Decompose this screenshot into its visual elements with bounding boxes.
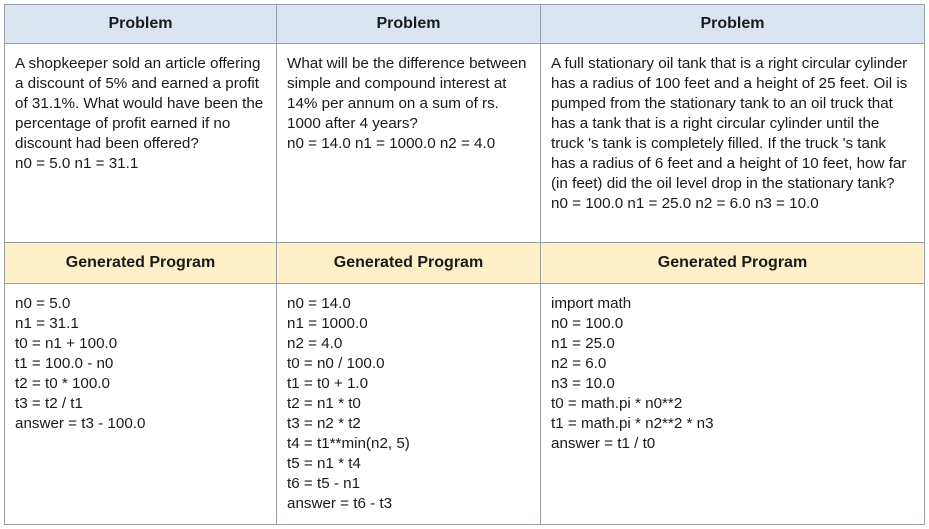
program-line: t0 = n0 / 100.0 bbox=[287, 355, 385, 372]
program-header-row bbox=[5, 243, 925, 284]
problem-text-1: A shopkeeper sold an article offering a discount of 5% and earned a profit of 31.1%. What would have been the percentage of profit earned if no discount had been offered? bbox=[15, 55, 268, 152]
program-line: t0 = math.pi * n0**2 bbox=[551, 395, 683, 412]
program-line: t3 = n2 * t2 bbox=[287, 415, 361, 432]
program-header-3: Generated Program bbox=[541, 243, 925, 284]
program-line: n0 = 5.0 bbox=[15, 295, 71, 312]
program-line: t6 = t5 - n1 bbox=[287, 475, 361, 492]
problem-numbers-3: n0 = 100.0 n1 = 25.0 n2 = 6.0 n3 = 10.0 bbox=[551, 195, 819, 212]
problem-header-3: Problem bbox=[541, 5, 925, 44]
program-header-2: Generated Program bbox=[277, 243, 541, 284]
program-cell-3 bbox=[541, 284, 925, 525]
program-line: n1 = 25.0 bbox=[551, 335, 615, 352]
program-line: import math bbox=[551, 295, 632, 312]
program-line: n1 = 1000.0 bbox=[287, 315, 368, 332]
program-line: n1 = 31.1 bbox=[15, 315, 79, 332]
program-line: n0 = 100.0 bbox=[551, 315, 624, 332]
program-line: t1 = 100.0 - n0 bbox=[15, 355, 114, 372]
problem-header-1: Problem bbox=[5, 5, 277, 44]
problem-text-3: A full stationary oil tank that is a right circular cylinder has a radius of 100 feet and a height of 25 feet. Oil is pumped from the stationary tank to an oil truck that has a tank that is a right circular cylinder until the truck 's tank is completely filled. If the truck 's tank has a radius of 6 feet and a height of 10 feet, how far (in feet) did the oil level drop in the stationary tank? bbox=[551, 55, 912, 192]
program-line: n2 = 4.0 bbox=[287, 335, 343, 352]
program-line: t2 = t0 * 100.0 bbox=[15, 375, 110, 392]
program-line: n0 = 14.0 bbox=[287, 295, 351, 312]
problem-numbers-2: n0 = 14.0 n1 = 1000.0 n2 = 4.0 bbox=[287, 135, 496, 152]
program-line: t5 = n1 * t4 bbox=[287, 455, 361, 472]
program-line: t1 = math.pi * n2**2 * n3 bbox=[551, 415, 714, 432]
problem-text-2: What will be the difference between simple and compound interest at 14% per annum on a sum of rs. 1000 after 4 years? bbox=[287, 55, 531, 132]
program-line: t2 = n1 * t0 bbox=[287, 395, 361, 412]
problem-numbers-1: n0 = 5.0 n1 = 31.1 bbox=[15, 155, 139, 172]
problem-cell-3 bbox=[541, 44, 925, 243]
program-line: answer = t3 - 100.0 bbox=[15, 415, 146, 432]
problem-row bbox=[5, 44, 925, 243]
program-line: t1 = t0 + 1.0 bbox=[287, 375, 369, 392]
program-header-1: Generated Program bbox=[5, 243, 277, 284]
program-line: t0 = n1 + 100.0 bbox=[15, 335, 118, 352]
problem-header-2: Problem bbox=[277, 5, 541, 44]
program-cell-2 bbox=[277, 284, 541, 525]
program-line: t4 = t1**min(n2, 5) bbox=[287, 435, 410, 452]
problem-program-table bbox=[4, 4, 925, 525]
problem-cell-1 bbox=[5, 44, 277, 243]
program-line: answer = t6 - t3 bbox=[287, 495, 393, 512]
problem-header-row bbox=[5, 5, 925, 44]
program-cell-1 bbox=[5, 284, 277, 525]
problem-cell-2 bbox=[277, 44, 541, 243]
program-line: n2 = 6.0 bbox=[551, 355, 607, 372]
program-line: answer = t1 / t0 bbox=[551, 435, 656, 452]
program-line: t3 = t2 / t1 bbox=[15, 395, 83, 412]
program-row bbox=[5, 284, 925, 525]
program-line: n3 = 10.0 bbox=[551, 375, 615, 392]
